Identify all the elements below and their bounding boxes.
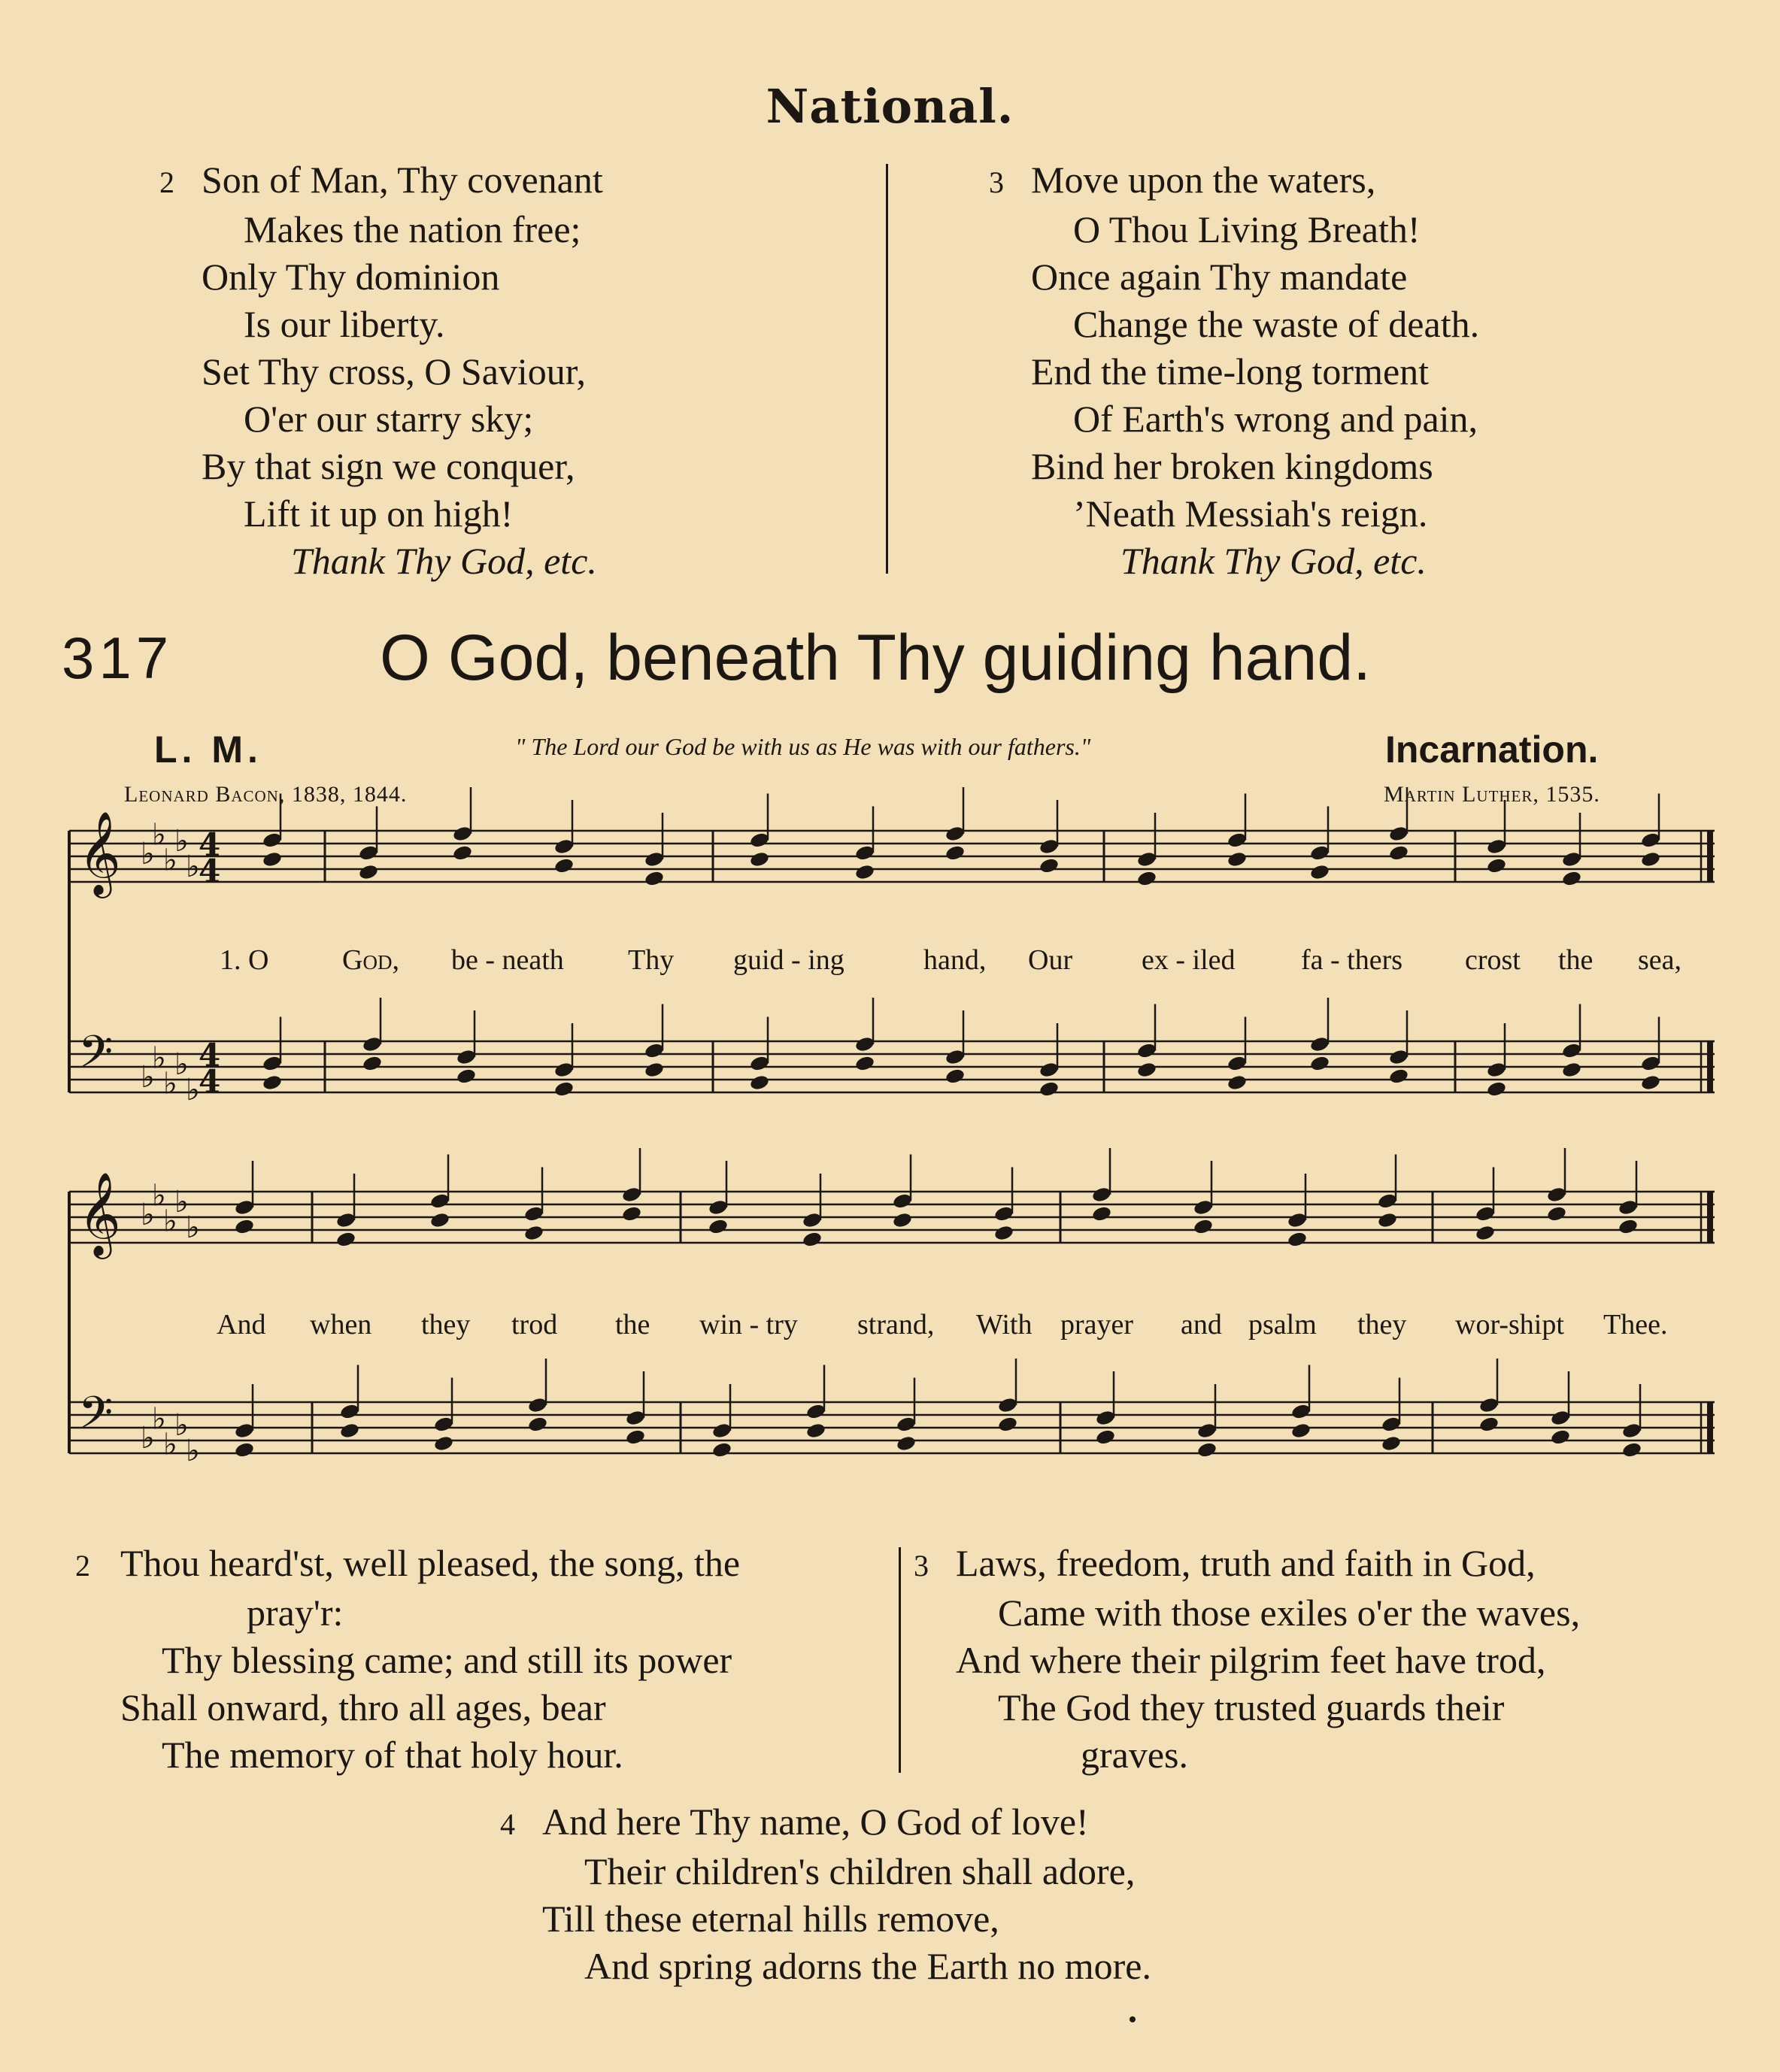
- treble-clef: 𝄞: [78, 1171, 121, 1256]
- note-head: [262, 850, 283, 868]
- verse-line: Is our liberty.: [244, 303, 445, 345]
- verse-number: 2: [75, 1549, 90, 1583]
- note-head: [1377, 1211, 1398, 1228]
- verse-line: End the time-long torment: [1031, 350, 1430, 392]
- lyric-syllable: God,: [342, 944, 399, 976]
- final-bar: [1707, 1192, 1713, 1243]
- note-head: [234, 1441, 255, 1459]
- hymn-number: 317: [62, 625, 174, 691]
- flat-sign: ♭: [186, 1434, 200, 1468]
- note-head: [234, 1218, 255, 1235]
- note-head: [429, 1211, 450, 1228]
- note-head: [1290, 1422, 1311, 1439]
- final-bar: [1707, 1041, 1713, 1092]
- verse-number: 4: [500, 1807, 515, 1841]
- note-head: [1561, 870, 1582, 887]
- note-head: [335, 1231, 356, 1248]
- lyric-syllable: they: [1357, 1309, 1407, 1340]
- verse-line: The memory of that holy hour.: [162, 1734, 623, 1776]
- verse-line: And spring adorns the Earth no more.: [584, 1945, 1152, 1987]
- lyric-syllable: be - neath: [451, 944, 564, 976]
- verse-line: O Thou Living Breath!: [1073, 208, 1421, 250]
- flat-sign: ♭: [163, 843, 177, 878]
- verse-line: pray'r:: [247, 1592, 344, 1634]
- lyric-syllable: sea,: [1638, 944, 1682, 976]
- lyric-syllable: strand,: [857, 1309, 935, 1340]
- flat-sign: ♭: [152, 1178, 166, 1213]
- footer-mark: [1130, 2016, 1136, 2022]
- flat-sign: ♭: [163, 1204, 177, 1239]
- lyric-syllable: Our: [1028, 944, 1073, 976]
- note-head: [749, 850, 770, 868]
- note-head: [1095, 1428, 1116, 1446]
- note-head: [892, 1211, 913, 1228]
- note-head: [262, 1074, 283, 1091]
- note-head: [1309, 1055, 1330, 1072]
- lyric-syllable: hand,: [923, 944, 987, 976]
- note-head: [339, 1422, 360, 1439]
- note-head: [1640, 1074, 1661, 1091]
- verse-line: Shall onward, thro all ages, bear: [120, 1686, 606, 1728]
- verse-number: 3: [914, 1549, 929, 1583]
- flat-sign: ♭: [141, 1060, 155, 1095]
- flat-sign: ♭: [174, 1047, 189, 1082]
- note-head: [1388, 844, 1409, 862]
- lyric-syllable: With: [976, 1309, 1033, 1340]
- flat-sign: ♭: [174, 1408, 189, 1443]
- note-head: [1640, 850, 1661, 868]
- verse-line: Thou heard'st, well pleased, the song, the: [120, 1542, 741, 1584]
- verse-number: 3: [989, 165, 1004, 199]
- note-head: [358, 863, 379, 880]
- note-head: [1475, 1224, 1496, 1241]
- verse-number: 2: [159, 165, 174, 199]
- verse-line: Move upon the waters,: [1031, 159, 1376, 201]
- hymn-title: O God, beneath Thy guiding hand.: [380, 622, 1372, 694]
- lyric-syllable: the: [615, 1309, 650, 1340]
- note-head: [1621, 1441, 1642, 1459]
- note-head: [456, 1068, 477, 1085]
- flat-sign: ♭: [152, 1041, 166, 1076]
- note-head: [1388, 1068, 1409, 1085]
- verse-line: The God they trusted guards their: [998, 1686, 1505, 1728]
- lyric-syllable: And: [217, 1309, 266, 1340]
- lyric-syllable: Thee.: [1603, 1309, 1668, 1340]
- verse-refrain: Thank Thy God, etc.: [1120, 540, 1427, 582]
- note-head: [993, 1224, 1014, 1241]
- time-signature: 4: [199, 853, 221, 889]
- verse-line: Change the waste of death.: [1073, 303, 1480, 345]
- note-head: [945, 1068, 966, 1085]
- verse-line: Came with those exiles o'er the waves,: [998, 1592, 1581, 1634]
- note-head: [644, 870, 665, 887]
- time-signature: 4: [199, 826, 221, 863]
- note-head: [1193, 1218, 1214, 1235]
- note-head: [1486, 1080, 1507, 1098]
- verse-line: Of Earth's wrong and pain,: [1073, 398, 1478, 440]
- note-head: [1309, 863, 1330, 880]
- note-head: [1561, 1061, 1582, 1078]
- lyric-syllable: crost: [1465, 944, 1521, 976]
- tune-name: Incarnation.: [1385, 729, 1599, 771]
- verse-line: Makes the nation free;: [244, 208, 581, 250]
- flat-sign: ♭: [141, 837, 155, 871]
- note-head: [945, 844, 966, 862]
- note-head: [625, 1428, 646, 1446]
- lyric-syllable: they: [421, 1309, 471, 1340]
- hymn-verse-2: [75, 1540, 740, 1779]
- note-head: [644, 1061, 665, 1078]
- note-head: [1227, 850, 1248, 868]
- note-head: [1478, 1416, 1500, 1433]
- verse-line: Laws, freedom, truth and faith in God,: [956, 1542, 1536, 1584]
- note-head: [805, 1422, 826, 1439]
- flat-sign: ♭: [141, 1421, 155, 1456]
- note-head: [1136, 870, 1157, 887]
- verse-line: O'er our starry sky;: [244, 398, 534, 440]
- note-head: [433, 1434, 454, 1452]
- note-head: [362, 1055, 383, 1072]
- lyric-syllable: Thy: [628, 944, 675, 976]
- verse-line: Thy blessing came; and still its power: [162, 1639, 732, 1681]
- note-head: [802, 1231, 823, 1248]
- verse-line: graves.: [1081, 1734, 1188, 1776]
- note-head: [997, 1416, 1018, 1433]
- time-signature: 4: [199, 1037, 221, 1074]
- final-bar: [1707, 831, 1713, 882]
- note-head: [854, 1055, 875, 1072]
- verse-line: By that sign we conquer,: [202, 445, 575, 487]
- note-head: [1381, 1434, 1402, 1452]
- hymn-composer: Martin Luther, 1535.: [1384, 782, 1600, 807]
- flat-sign: ♭: [186, 1210, 200, 1245]
- flat-sign: ♭: [163, 1427, 177, 1462]
- note-head: [749, 1074, 770, 1091]
- lyric-syllable: trod: [511, 1309, 558, 1340]
- flat-sign: ♭: [152, 1401, 166, 1437]
- verse-line: Only Thy dominion: [202, 256, 500, 298]
- note-head: [854, 863, 875, 880]
- verse-line: Till these eternal hills remove,: [542, 1898, 999, 1940]
- note-head: [1486, 857, 1507, 874]
- hymn-meter: L. M.: [154, 729, 262, 771]
- verse-line: Son of Man, Thy covenant: [202, 159, 603, 201]
- note-head: [1287, 1231, 1308, 1248]
- note-head: [1546, 1205, 1567, 1222]
- verse-line: And where their pilgrim feet have trod,: [956, 1639, 1546, 1681]
- note-head: [621, 1205, 642, 1222]
- note-head: [896, 1434, 917, 1452]
- lyric-syllable: prayer: [1060, 1309, 1134, 1340]
- lyric-syllable: fa - thers: [1301, 944, 1403, 976]
- final-bar: [1707, 1402, 1713, 1453]
- note-head: [452, 844, 473, 862]
- note-head: [1618, 1218, 1639, 1235]
- lyric-syllable: the: [1558, 944, 1594, 976]
- page-header: National.: [766, 79, 1014, 134]
- lyric-syllable: wor-shipt: [1455, 1309, 1564, 1340]
- column-divider: [899, 1547, 901, 1773]
- verse-line: Their children's children shall adore,: [584, 1850, 1136, 1892]
- note-head: [553, 1080, 575, 1098]
- note-head: [527, 1416, 548, 1433]
- bass-clef: 𝄢: [78, 1386, 114, 1449]
- hymn-verse-4: [500, 1798, 1151, 1990]
- bass-clef: 𝄢: [78, 1025, 114, 1089]
- flat-sign: ♭: [141, 1198, 155, 1232]
- verse-line: Bind her broken kingdoms: [1031, 445, 1433, 487]
- flat-sign: ♭: [174, 1185, 189, 1219]
- note-head: [1091, 1205, 1112, 1222]
- lyric-syllable: and: [1181, 1309, 1222, 1340]
- flat-sign: ♭: [186, 1073, 200, 1107]
- lyric-syllable: when: [310, 1309, 372, 1340]
- verse-line: Set Thy cross, O Saviour,: [202, 350, 586, 392]
- lyric-syllable: guid - ing: [733, 944, 845, 976]
- hymn-epigraph: " The Lord our God be with us as He was with our fathers.": [515, 733, 1091, 760]
- lyric-syllable: ex - iled: [1142, 944, 1236, 976]
- note-head: [1136, 1061, 1157, 1078]
- verse-line: Lift it up on high!: [244, 492, 514, 535]
- hymn-author: Leonard Bacon, 1838, 1844.: [124, 782, 408, 807]
- note-head: [553, 857, 575, 874]
- note-head: [708, 1218, 729, 1235]
- note-head: [523, 1224, 544, 1241]
- lyric-syllable: psalm: [1248, 1309, 1317, 1340]
- time-signature: 4: [199, 1063, 221, 1100]
- note-head: [1550, 1428, 1571, 1446]
- lyric-syllable: 1. O: [220, 944, 269, 976]
- treble-clef: 𝄞: [78, 810, 121, 895]
- flat-sign: ♭: [163, 1066, 177, 1101]
- note-head: [1039, 1080, 1060, 1098]
- hymn-verse-3: [914, 1540, 1580, 1779]
- verse-line: Once again Thy mandate: [1031, 256, 1408, 298]
- flat-sign: ♭: [152, 817, 166, 853]
- note-head: [711, 1441, 732, 1459]
- verse-line: And here Thy name, O God of love!: [542, 1801, 1089, 1843]
- lyric-syllable: win - try: [699, 1309, 798, 1340]
- note-head: [1196, 1441, 1217, 1459]
- verse-refrain: Thank Thy God, etc.: [291, 540, 597, 582]
- note-head: [1227, 1074, 1248, 1091]
- flat-sign: ♭: [186, 850, 200, 884]
- flat-sign: ♭: [174, 824, 189, 859]
- note-head: [1039, 857, 1060, 874]
- verse-line: ’Neath Messiah's reign.: [1073, 492, 1428, 535]
